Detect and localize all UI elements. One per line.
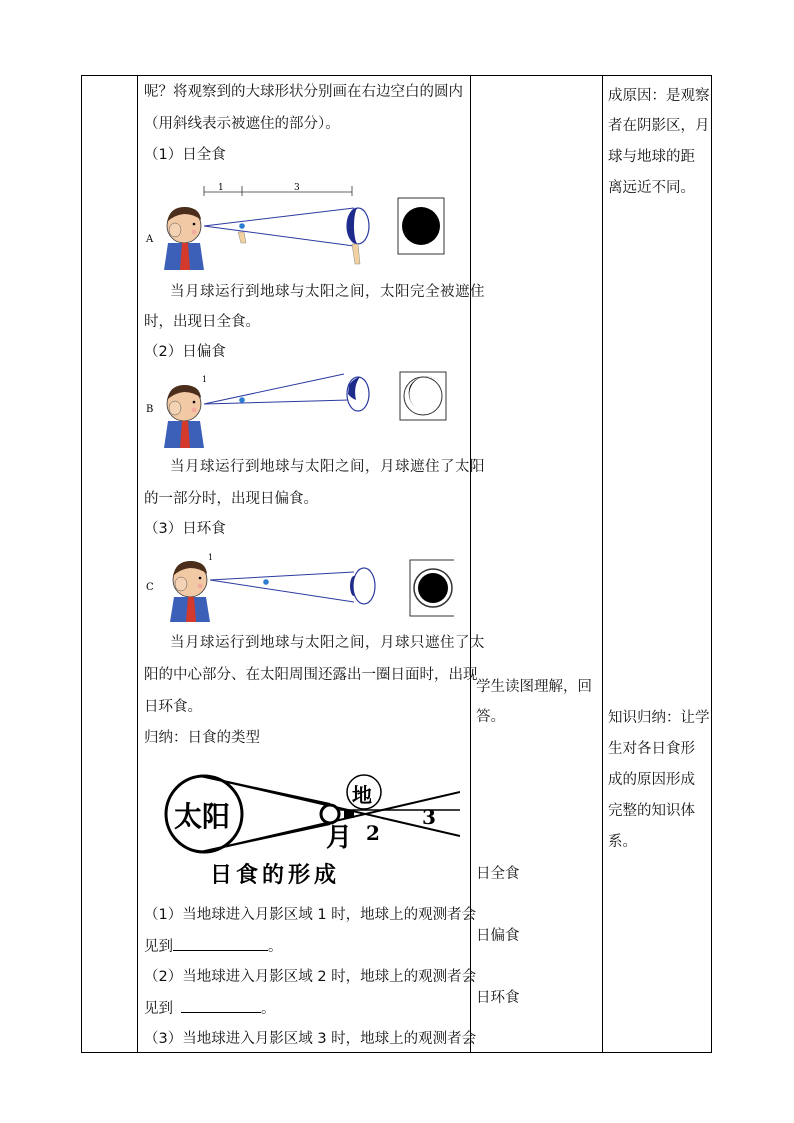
svg-text:1: 1 — [202, 375, 208, 384]
question-1-line-2: 见到 。 — [144, 936, 283, 957]
student-activity-line-2: 答。 — [476, 709, 505, 725]
zone-2-label: 2 — [366, 821, 380, 845]
partial-eclipse-heading: （2）日偏食 — [144, 344, 226, 360]
annular-desc-line-1: 当月球运行到地球与太阳之间，月球只遮住了太 — [170, 635, 485, 651]
question-1-line-1: （1）当地球进入月影区域 1 时，地球上的观测者会 — [144, 907, 477, 923]
summary-line-2: 生对各日食形 — [608, 741, 695, 757]
answer-blank-1[interactable] — [173, 936, 268, 951]
summary-heading: 归纳：日食的类型 — [144, 730, 260, 746]
total-desc-line-1: 当月球运行到地球与太阳之间，太阳完全被遮住 — [170, 284, 485, 300]
svg-text:1: 1 — [218, 183, 224, 193]
figure-label-a: A — [146, 234, 154, 245]
observer-child — [164, 385, 204, 448]
partial-desc-line-2: 的一部分时，出现日偏食。 — [144, 491, 318, 507]
reason-line-4: 离远近不同。 — [608, 180, 695, 196]
figure-label-b: B — [146, 404, 154, 415]
summary-line-1: 知识归纳：让学 — [608, 710, 710, 726]
annular-desc-line-3: 日环食。 — [144, 699, 202, 715]
partial-eclipse-figure — [144, 368, 454, 450]
answer-annular-eclipse: 日环食 — [476, 990, 520, 1006]
zone-3-label: 3 — [422, 805, 436, 829]
figure-label-c: C — [146, 582, 154, 593]
annular-eclipse-heading: （3）日环食 — [144, 521, 226, 537]
answer-partial-eclipse: 日偏食 — [476, 928, 520, 944]
total-eclipse-figure — [144, 180, 454, 272]
svg-text:3: 3 — [294, 183, 300, 193]
intro-line-1: 呢？将观察到的大球形状分别画在右边空白的圆内 — [144, 84, 463, 100]
reason-line-1: 成原因：是观察 — [608, 88, 710, 104]
reason-line-3: 球与地球的距 — [608, 149, 695, 165]
summary-line-4: 完整的知识体 — [608, 803, 695, 819]
question-2-line-2: 见到 。 — [144, 998, 276, 1019]
diagram-caption: 日食的形成 — [210, 862, 341, 888]
annular-eclipse-figure — [144, 552, 454, 624]
observer-child — [164, 207, 204, 270]
sun-label: 太阳 — [174, 800, 231, 833]
answer-blank-2[interactable] — [181, 998, 261, 1013]
moon-label: 月 — [326, 823, 353, 853]
annular-desc-line-2: 阳的中心部分、在太阳周围还露出一圈日面时，出现 — [144, 667, 478, 683]
earth-label: 地 — [352, 783, 372, 807]
summary-line-3: 成的原因形成 — [608, 772, 695, 788]
intro-line-2: （用斜线表示被遮住的部分）。 — [144, 116, 340, 132]
question-2-line-1: （2）当地球进入月影区域 2 时，地球上的观测者会 — [144, 969, 477, 985]
reason-line-2: 者在阴影区，月 — [608, 118, 710, 134]
answer-total-eclipse: 日全食 — [476, 866, 520, 882]
observer-child — [170, 561, 210, 622]
summary-line-5: 系。 — [608, 834, 637, 850]
table-divider-3 — [602, 76, 603, 1052]
table-divider-1 — [137, 76, 138, 1052]
student-activity-line-1: 学生读图理解，回 — [476, 679, 592, 695]
svg-text:1: 1 — [208, 553, 214, 562]
eclipse-formation-diagram — [160, 766, 460, 890]
total-eclipse-heading: （1）日全食 — [144, 147, 226, 163]
question-3-line-1: （3）当地球进入月影区域 3 时，地球上的观测者会 — [144, 1031, 477, 1047]
total-desc-line-2: 时，出现日全食。 — [144, 314, 260, 330]
partial-desc-line-1: 当月球运行到地球与太阳之间，月球遮住了太阳 — [170, 459, 485, 475]
